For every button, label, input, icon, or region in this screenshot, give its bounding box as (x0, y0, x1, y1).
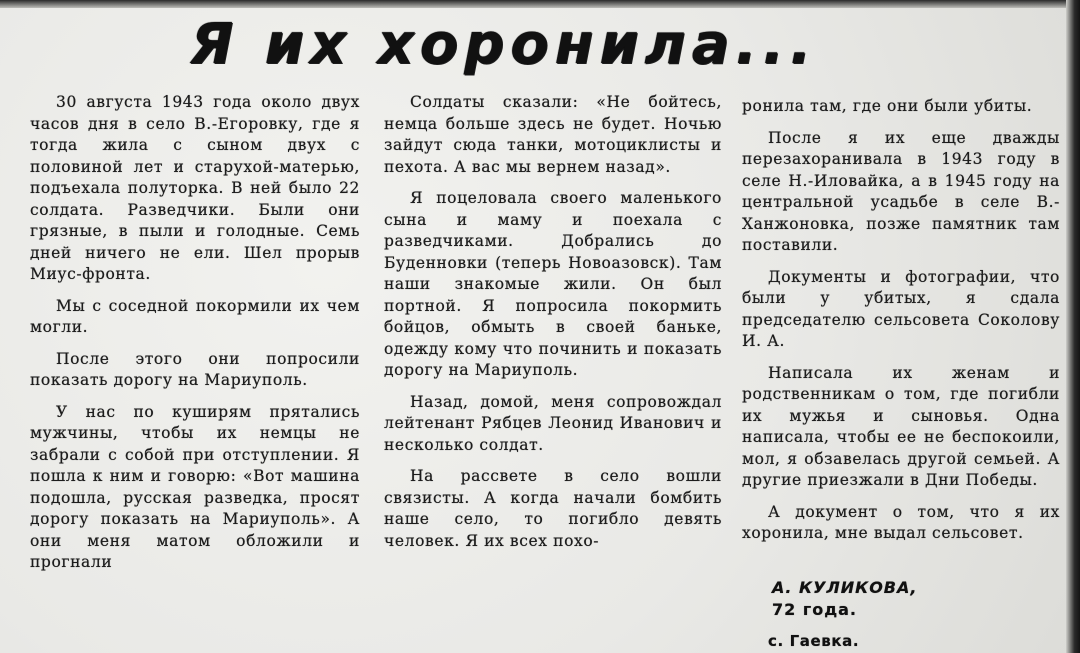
article-headline: Я их хоронила... (190, 12, 818, 77)
top-border (0, 0, 1080, 8)
author-location: с. Гаевка. (768, 631, 860, 650)
article-paragraph: У нас по куширям прятались мужчины, чтобы их немцы не забрали с собой при отступлении. Я пошла к ним и говорю: «Вот машина подошла, русская разведка, просят дорогу показать на Мариуполь». А они меня матом обложили и прогнали (30, 402, 360, 571)
article-paragraph: Написала их женам и родственникам о том, где погибли их мужья и сыновья. Одна написала, чтобы ее не беспокоили, мол, я обзавелась другой семьей. А другие приезжали в Дни Победы. (742, 363, 1060, 489)
article-paragraph: А документ о том, что я их хоронила, мне выдал сельсовет. (742, 502, 1060, 542)
article-paragraph: Я поцеловала своего маленького сына и маму и поехала с разведчиками. Добрались до Буденновки (теперь Новоазовск). Там наши знакомые жили. Он был портной. Я попросила покормить бойцов, обмыть в своей баньке, одежду кому что починить и показать дорогу на Мариуполь. (384, 189, 722, 379)
clipping-edge-shadow (1066, 0, 1080, 653)
article-paragraph: На рассвете в село вошли связисты. А когда начали бомбить наше село, то погибло девять человек. Я их всех похо- (384, 467, 722, 550)
article-paragraph: Документы и фотографии, что были у убитых, я сдала председателю сельсовета Соколову И. А. (742, 267, 1060, 350)
article-column-3 (742, 96, 1060, 653)
article-paragraph: Назад, домой, меня сопровождал лейтенант Рябцев Леонид Иванович и несколько солдат. (384, 392, 722, 454)
article-paragraph: После этого они попросили показать дорогу на Мариуполь. (30, 349, 360, 389)
article-paragraph: Солдаты сказали: «Не бойтесь, немца больше здесь не будет. Ночью зайдут сюда танки, мотоциклисты и пехота. А вас мы вернем назад». (384, 93, 722, 176)
article-column-1 (30, 92, 360, 574)
article-column-2 (384, 92, 722, 552)
article-paragraph: 30 августа 1943 года около двух часов дня в село В.-Егоровку, где я тогда жила с сыном двух с половиной лет и старухой-матерью, подъехала полуторка. В ней было 22 солдата. Разведчики. Были они грязные, в пыли и голодные. Семь дней ничего не ели. Шел прорыв Миус-фронта. (30, 93, 360, 283)
article-paragraph: После я их еще дважды перезахоранивала в 1943 году в селе Н.-Иловайка, а в 1945 году на центральной усадьбе в селе В.-Ханжоновка, позже памятник там поставили. (742, 128, 1060, 254)
article-paragraph: Мы с соседной покормили их чем могли. (30, 296, 360, 336)
author-name: А. КУЛИКОВА, (772, 577, 918, 597)
article-paragraph: ронила там, где они были убиты. (742, 97, 1033, 115)
author-signature (742, 555, 1060, 621)
author-age: 72 года. (772, 599, 857, 619)
